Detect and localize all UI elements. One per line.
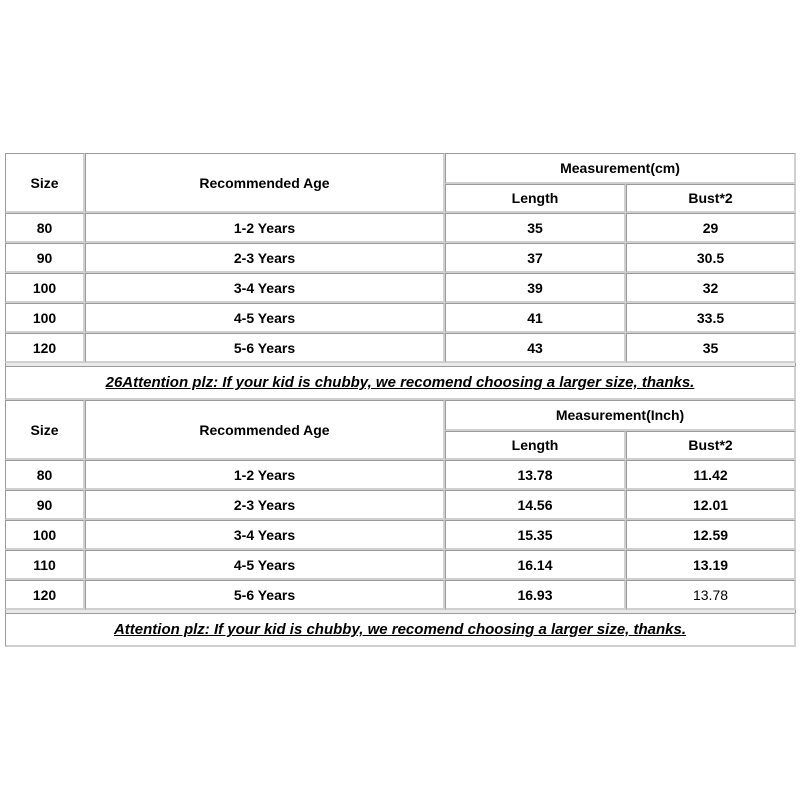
cell-length: 14.56 — [445, 490, 626, 520]
table-row — [5, 460, 796, 490]
cell-bust: 11.42 — [626, 460, 796, 490]
cell-bust: 32 — [626, 273, 796, 303]
table-row — [5, 550, 796, 580]
cell-length: 37 — [445, 243, 626, 273]
header-recommended-age: Recommended Age — [85, 400, 445, 460]
table-row — [5, 213, 796, 243]
header-length: Length — [445, 184, 626, 213]
cell-size: 80 — [5, 213, 85, 243]
cell-bust: 33.5 — [626, 303, 796, 333]
cell-age: 5-6 Years — [85, 580, 445, 610]
cell-size: 90 — [5, 490, 85, 520]
cell-size: 80 — [5, 460, 85, 490]
cell-size: 110 — [5, 550, 85, 580]
cell-age: 2-3 Years — [85, 490, 445, 520]
cell-length: 16.14 — [445, 550, 626, 580]
header-recommended-age: Recommended Age — [85, 153, 445, 213]
cell-age: 3-4 Years — [85, 520, 445, 550]
cell-length: 35 — [445, 213, 626, 243]
table-row — [5, 273, 796, 303]
cell-size: 120 — [5, 580, 85, 610]
cell-age: 5-6 Years — [85, 333, 445, 363]
cell-bust: 35 — [626, 333, 796, 363]
chubby-size-note: Attention plz: If your kid is chubby, we recomend choosing a larger size, thanks. — [5, 613, 796, 647]
cell-bust: 13.19 — [626, 550, 796, 580]
cell-bust: 13.78 — [626, 580, 796, 610]
size-chart-cm-table — [5, 153, 796, 363]
header-measurement: Measurement(cm) — [445, 153, 796, 184]
cell-age: 1-2 Years — [85, 460, 445, 490]
table-row — [5, 243, 796, 273]
header-length: Length — [445, 431, 626, 460]
cell-age: 3-4 Years — [85, 273, 445, 303]
cell-bust: 12.59 — [626, 520, 796, 550]
cell-size: 90 — [5, 243, 85, 273]
table-row — [5, 490, 796, 520]
cell-length: 39 — [445, 273, 626, 303]
header-measurement: Measurement(Inch) — [445, 400, 796, 431]
cell-length: 13.78 — [445, 460, 626, 490]
cell-length: 43 — [445, 333, 626, 363]
cell-size: 100 — [5, 273, 85, 303]
header-bust: Bust*2 — [626, 431, 796, 460]
table-row — [5, 580, 796, 610]
table-row — [5, 333, 796, 363]
cell-age: 1-2 Years — [85, 213, 445, 243]
header-size: Size — [5, 153, 85, 213]
cell-length: 16.93 — [445, 580, 626, 610]
cell-bust: 12.01 — [626, 490, 796, 520]
chubby-size-note: 26Attention plz: If your kid is chubby, we recomend choosing a larger size, thanks. — [5, 366, 796, 400]
table-row — [5, 520, 796, 550]
size-chart-inch-table — [5, 400, 796, 610]
cell-bust: 29 — [626, 213, 796, 243]
cell-age: 2-3 Years — [85, 243, 445, 273]
cell-length: 41 — [445, 303, 626, 333]
cell-bust: 30.5 — [626, 243, 796, 273]
header-bust: Bust*2 — [626, 184, 796, 213]
cell-age: 4-5 Years — [85, 550, 445, 580]
cell-age: 4-5 Years — [85, 303, 445, 333]
header-size: Size — [5, 400, 85, 460]
cell-size: 120 — [5, 333, 85, 363]
cell-size: 100 — [5, 520, 85, 550]
cell-length: 15.35 — [445, 520, 626, 550]
cell-size: 100 — [5, 303, 85, 333]
table-row — [5, 303, 796, 333]
